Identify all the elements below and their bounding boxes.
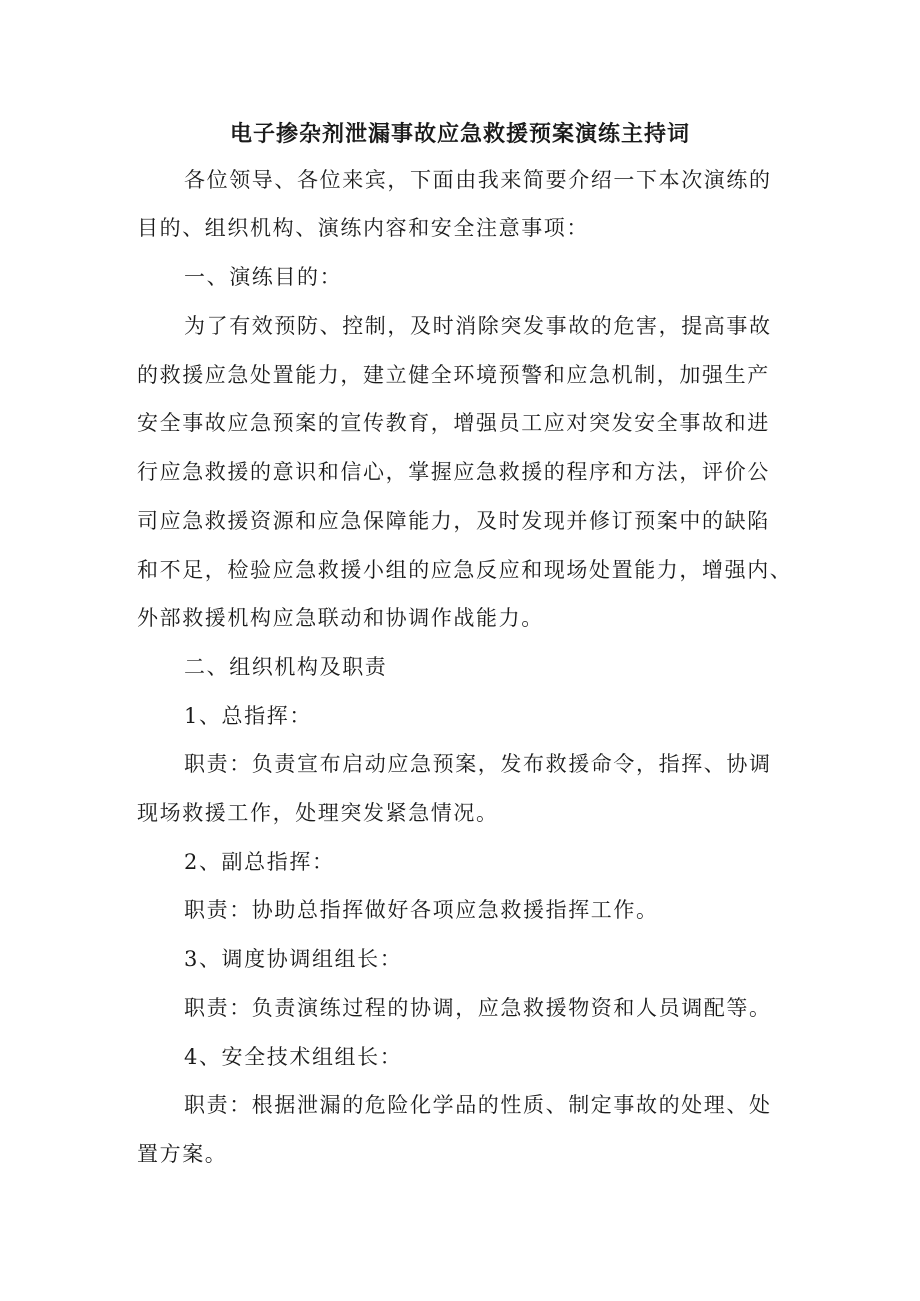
paragraph-line: 各位领导、各位来宾，下面由我来简要介绍一下本次演练的 — [184, 168, 772, 192]
paragraph-line: 外部救援机构应急联动和协调作战能力。 — [137, 606, 544, 630]
paragraph-line: 置方案。 — [137, 1142, 228, 1166]
item-heading: 4、安全技术组组长： — [184, 1045, 403, 1069]
item-heading: 3、调度协调组组长： — [184, 947, 403, 971]
paragraph-line: 的救援应急处置能力，建立健全环境预警和应急机制，加强生产 — [137, 363, 770, 387]
paragraph-line: 职责：负责演练过程的协调，应急救援物资和人员调配等。 — [184, 996, 772, 1020]
paragraph-line: 为了有效预防、控制，及时消除突发事故的危害，提高事故 — [184, 314, 772, 338]
paragraph-line: 职责：根据泄漏的危险化学品的性质、制定事故的处理、处 — [184, 1093, 772, 1117]
document-title: 电子掺杂剂泄漏事故应急救援预案演练主持词 — [229, 121, 690, 147]
paragraph-line: 安全事故应急预案的宣传教育，增强员工应对突发安全事故和进 — [137, 411, 770, 435]
item-heading: 2、副总指挥： — [184, 850, 335, 874]
paragraph-line: 行应急救援的意识和信心，掌握应急救援的程序和方法，评价公 — [137, 460, 770, 484]
paragraph-line: 目的、组织机构、演练内容和安全注意事项： — [137, 216, 589, 240]
paragraph-line: 司应急救援资源和应急保障能力，及时发现并修订预案中的缺陷 — [137, 509, 770, 533]
section-heading: 二、组织机构及职责 — [184, 655, 388, 679]
paragraph-line: 和不足，检验应急救援小组的应急反应和现场处置能力，增强内、 — [137, 558, 793, 582]
section-heading: 一、演练目的： — [184, 265, 343, 289]
paragraph-line: 现场救援工作，处理突发紧急情况。 — [137, 801, 499, 825]
paragraph-line: 职责：协助总指挥做好各项应急救援指挥工作。 — [184, 898, 659, 922]
item-heading: 1、总指挥： — [184, 704, 312, 728]
paragraph-line: 职责：负责宣布启动应急预案，发布救援命令，指挥、协调 — [184, 752, 772, 776]
